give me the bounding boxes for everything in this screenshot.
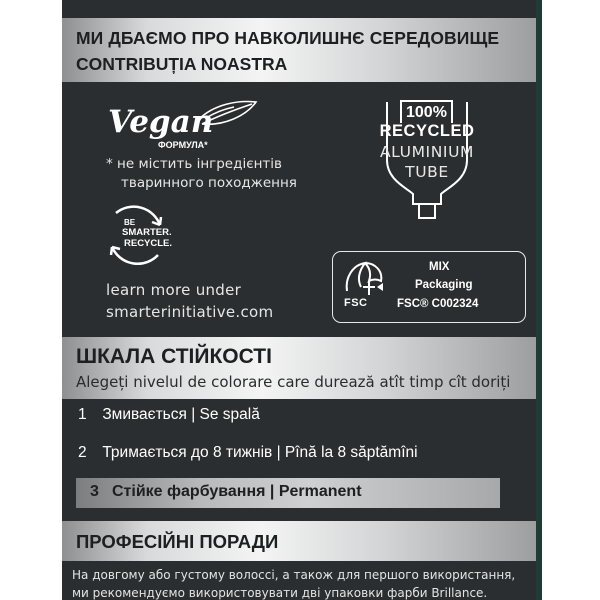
tube-word: TUBE bbox=[405, 163, 449, 181]
tube-aluminium: ALUMINIUM bbox=[379, 143, 475, 161]
fsc-badge bbox=[332, 251, 526, 323]
tips-line2: ми рекомендуємо використовувати дві упаковки фарби Brillance. bbox=[72, 586, 488, 600]
durability-header bbox=[62, 337, 536, 399]
recycle-logo-line1: BE bbox=[124, 218, 136, 227]
panel-edge bbox=[536, 0, 542, 600]
tips-line1: На довгому або густому волоссі, а також для першого використання, bbox=[72, 568, 516, 582]
level-text: Змивається | Se spală bbox=[102, 406, 260, 423]
fsc-code: FSC® C002324 bbox=[397, 298, 479, 310]
vegan-note bbox=[106, 155, 297, 193]
level-number: 1 bbox=[78, 406, 87, 423]
environment-header bbox=[62, 18, 536, 82]
tube-percent: 100% bbox=[400, 100, 453, 123]
level-number: 2 bbox=[78, 444, 87, 461]
learn-more-text bbox=[106, 279, 273, 323]
level-number: 3 bbox=[90, 483, 99, 500]
tips-text bbox=[72, 566, 515, 600]
tips-heading: ПРОФЕСІЙНІ ПОРАДИ bbox=[76, 531, 279, 552]
fsc-packaging: Packaging bbox=[415, 279, 473, 291]
level-text: Стійке фарбування | Permanent bbox=[112, 483, 362, 500]
vegan-logo-sub: ФОРМУЛА* bbox=[158, 140, 208, 150]
environment-heading-ro: CONTRIBUȚIA NOASTRA bbox=[76, 54, 288, 74]
durability-level-3-highlight bbox=[76, 478, 500, 508]
learn-more-url: smarterinitiative.com bbox=[106, 303, 274, 321]
durability-level-1 bbox=[78, 406, 260, 424]
vegan-note-line1: * не містить інгредієнтів bbox=[106, 156, 283, 172]
vegan-formula-logo bbox=[106, 96, 266, 156]
durability-heading: ШКАЛА СТІЙКОСТІ bbox=[76, 345, 272, 368]
durability-level-3 bbox=[90, 483, 362, 501]
recycled-tube-badge bbox=[347, 100, 507, 240]
vegan-logo-word: Vegan bbox=[108, 104, 214, 140]
environment-heading-ua: МИ ДБАЄМО ПРО НАВКОЛИШНЄ СЕРЕДОВИЩЕ bbox=[76, 28, 500, 48]
fsc-logo-text: FSC bbox=[344, 297, 368, 309]
vegan-note-line2: тваринного походження bbox=[121, 175, 297, 191]
tips-header bbox=[62, 521, 536, 561]
packaging-panel bbox=[62, 0, 536, 600]
recycle-logo-line3: RECYCLE. bbox=[124, 238, 172, 249]
tube-recycled: RECYCLED bbox=[379, 122, 475, 140]
smarter-recycle-logo bbox=[102, 203, 172, 269]
durability-subheading: Alegeți nivelul de colorare care durează atît timp cît doriți bbox=[76, 373, 511, 391]
learn-more-line1: learn more under bbox=[106, 281, 242, 299]
level-text: Тримається до 8 тижнів | Pînă la 8 săptămîni bbox=[102, 444, 418, 461]
fsc-mix: MIX bbox=[429, 261, 450, 273]
durability-level-2 bbox=[78, 444, 418, 462]
recycle-logo-line2: SMARTER. bbox=[122, 227, 172, 238]
